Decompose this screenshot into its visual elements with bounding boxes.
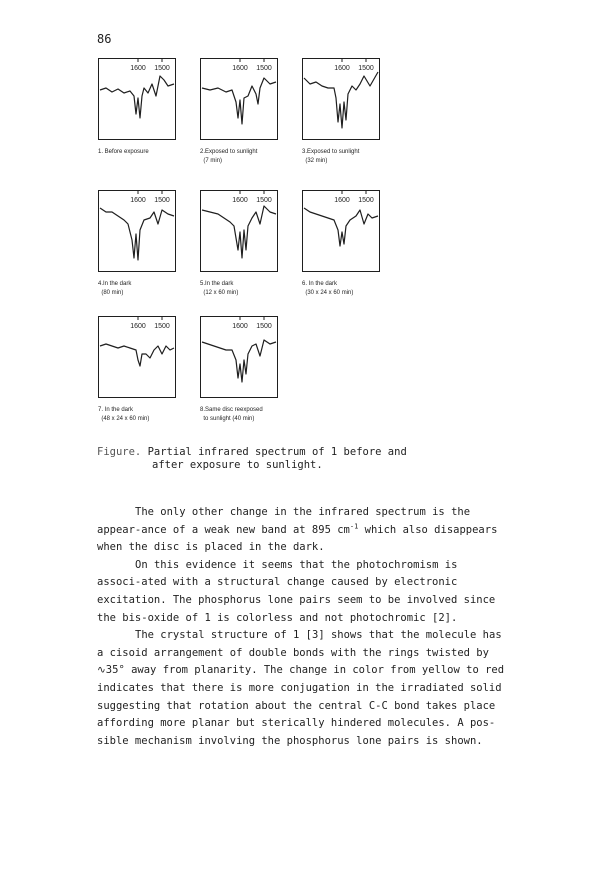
panel-caption-line-1: 3.Exposed to sunlight [302,149,360,155]
panel-caption-line-2: (80 min) [98,290,124,296]
tick-label-1600: 1600 [232,323,248,330]
panel-caption-line-2: (32 min) [302,158,328,164]
spectrum-panel-2 [200,58,278,166]
panel-caption-line-1: 7. In the dark [98,407,134,413]
spectrum-chart [200,58,278,140]
tick-label-1600: 1600 [232,197,248,204]
panel-caption [200,148,278,166]
panel-caption-line-1: 2.Exposed to sunlight [200,149,258,155]
spectrum-chart [98,316,176,398]
spectrum-chart [302,58,380,140]
figure-caption-label: Figure. [97,446,142,458]
figure-caption [97,446,507,472]
panel-caption [98,280,176,298]
page-number: 86 [97,32,112,46]
tick-label-1500: 1500 [154,323,170,330]
tick-label-1500: 1500 [154,197,170,204]
spectrum-chart [200,190,278,272]
panel-caption-line-1: 6. In the dark [302,281,338,287]
panel-caption-line-2: to sunlight (40 min) [200,416,255,422]
tick-label-1600: 1600 [130,323,146,330]
paragraph-1-text-a: The only other change in the infrared spectrum is the appear-ance of a weak new band at 895 cm [97,506,471,536]
spectrum-panel-7 [98,316,176,424]
spectrum-panel-8 [200,316,278,424]
figure-caption-text-1: Partial infrared spectrum of 1 before and [147,446,407,458]
panel-caption-line-2: (48 x 24 x 60 min) [98,416,150,422]
panel-caption-line-2: (30 x 24 x 60 min) [302,290,354,296]
panel-caption-line-1: 5.In the dark [200,281,234,287]
tick-label-1500: 1500 [256,323,272,330]
tick-label-1500: 1500 [358,197,374,204]
spectrum-chart [200,316,278,398]
spectrum-panel-1 [98,58,176,157]
tick-label-1600: 1600 [130,65,146,72]
paragraph-3: The crystal structure of 1 [3] shows that the molecule has a cisoid arrangement of double bonds with the rings twisted by ∿35° away from planarity. The change in color from yellow to red indicates that there is more conjugation in the irradiated solid suggesting that rotation about the central C-C bond takes place affording more planar but sterically hindered molecules. A pos-sible mechanism involving the phosphorus lone pairs is shown. [97,629,505,747]
panel-caption [98,148,176,157]
paragraph-1-text-b: which also disappears when the disc is placed in the dark. [97,523,498,554]
tick-label-1500: 1500 [256,197,272,204]
tick-label-1600: 1600 [232,65,248,72]
spectrum-chart [302,190,380,272]
tick-label-1500: 1500 [154,65,170,72]
panel-caption-line-1: 4.In the dark [98,281,132,287]
paragraph-2: On this evidence it seems that the photochromism is associ-ated with a structural change caused by electronic excitation. The phosphorus lone pairs seem to be involved since the bis-oxide of 1 is colorless and not photochromic [2]. [97,558,496,624]
paragraph-1 [97,504,507,557]
spectrum-panel-6 [302,190,380,298]
panel-caption [302,280,380,298]
panel-caption [200,406,278,424]
figure-caption-line-1 [97,446,507,459]
body-text [97,504,507,750]
panel-caption-line-2: (7 min) [200,158,223,164]
panel-caption [302,148,380,166]
spectrum-panel-4 [98,190,176,298]
panel-caption [200,280,278,298]
panel-caption-line-1: 1. Before exposure [98,149,149,155]
paragraph-1-superscript: -1 [349,522,359,531]
spectrum-panel-5 [200,190,278,298]
tick-label-1600: 1600 [130,197,146,204]
panel-caption [98,406,176,424]
figure-caption-line-2: after exposure to sunlight. [152,459,323,471]
spectrum-chart [98,190,176,272]
tick-label-1500: 1500 [256,65,272,72]
panel-caption-line-2: (12 x 60 min) [200,290,239,296]
tick-label-1500: 1500 [358,65,374,72]
spectrum-chart [98,58,176,140]
spectrum-panel-3 [302,58,380,166]
tick-label-1600: 1600 [334,197,350,204]
tick-label-1600: 1600 [334,65,350,72]
panel-caption-line-1: 8.Same disc reexposed [200,407,263,413]
